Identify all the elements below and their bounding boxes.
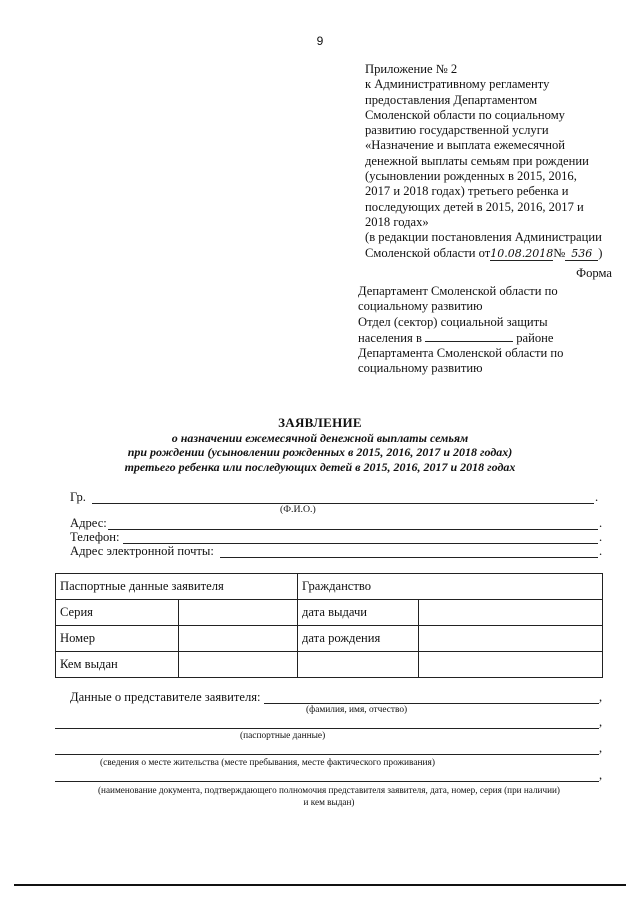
table-header-cell: Гражданство bbox=[298, 574, 603, 600]
table-row bbox=[56, 600, 603, 626]
appendix-line: развитию государственной услуги bbox=[365, 123, 549, 138]
number-mark: № bbox=[553, 245, 566, 260]
table-input-cell[interactable] bbox=[419, 626, 603, 652]
phone-label: Телефон: bbox=[70, 530, 120, 544]
address-field[interactable] bbox=[108, 529, 598, 530]
address-label: Адрес: bbox=[70, 516, 107, 530]
table-cell-label: дата выдачи bbox=[298, 600, 419, 626]
appendix-line: Смоленской области по социальному bbox=[365, 107, 565, 122]
table-cell-label bbox=[298, 652, 419, 678]
comma-mark: , bbox=[599, 741, 603, 755]
authority-caption-line1: (наименование документа, подтверждающего полномочия представителя заявителя, дата, номер, серия (при наличии) bbox=[97, 785, 560, 795]
table-row bbox=[56, 626, 603, 652]
appendix-line: к Административному регламенту bbox=[365, 77, 550, 92]
residence-caption: (сведения о месте жительства (месте пребывания, месте фактического проживания) bbox=[100, 758, 435, 768]
residence-field[interactable] bbox=[55, 754, 599, 755]
district-blank[interactable] bbox=[425, 330, 513, 342]
department-district-line bbox=[358, 330, 563, 346]
application-subtitle-2: при рождении (усыновлении рожденных в 2015, 2016, 2017 и 2018 годах) bbox=[127, 445, 513, 460]
application-subtitle-1: о назначении ежемесячной денежной выплаты семьям bbox=[171, 430, 469, 445]
end-mark: . bbox=[599, 544, 603, 558]
department-line4-prefix: населения в bbox=[358, 330, 422, 345]
gr-label: Гр. bbox=[70, 490, 86, 504]
table-cell-label: Серия bbox=[56, 600, 179, 626]
comma-mark: , bbox=[599, 715, 603, 729]
appendix-line: (в редакции постановления Администрации bbox=[365, 230, 602, 245]
appendix-line: Приложение № 2 bbox=[365, 62, 458, 76]
page-number: 9 bbox=[316, 34, 324, 48]
table-input-cell[interactable] bbox=[179, 600, 298, 626]
application-heading bbox=[0, 416, 640, 474]
department-line: социальному развитию bbox=[358, 299, 483, 314]
table-cell-label: Номер bbox=[56, 626, 179, 652]
passport-data-caption: (паспортные данные) bbox=[240, 731, 326, 741]
handwritten-date: 10.08.2018 bbox=[490, 246, 554, 260]
handwritten-number: 536 bbox=[565, 247, 598, 261]
appendix-line: (усыновлении рожденных в 2015, 2016, bbox=[365, 169, 577, 184]
fio-caption: (Ф.И.О.) bbox=[280, 504, 316, 515]
table-row bbox=[56, 574, 603, 600]
appendix-line: денежной выплаты семьям при рождении bbox=[365, 153, 589, 168]
end-mark: . bbox=[599, 516, 603, 530]
appendix-last-prefix: Смоленской области от bbox=[365, 245, 491, 260]
appendix-line: 2017 и 2018 годах) третьего ребенка и bbox=[365, 184, 569, 199]
department-line: социальному развитию bbox=[358, 361, 483, 376]
department-line: Департамент Смоленской области по bbox=[358, 284, 558, 298]
table-row bbox=[56, 652, 603, 678]
appendix-line: «Назначение и выплата ежемесячной bbox=[365, 138, 565, 153]
appendix-line: последующих детей в 2015, 2016, 2017 и bbox=[365, 199, 584, 214]
appendix-line: предоставления Департаментом bbox=[365, 92, 538, 107]
table-input-cell[interactable] bbox=[179, 652, 298, 678]
table-cell-label: Кем выдан bbox=[56, 652, 179, 678]
department-line: Департамента Смоленской области по bbox=[358, 346, 564, 361]
representative-label: Данные о представителе заявителя: bbox=[70, 690, 261, 704]
appendix-block bbox=[365, 62, 625, 261]
comma-mark: , bbox=[599, 690, 603, 704]
appendix-last-line bbox=[365, 246, 625, 261]
appendix-line: 2018 годах» bbox=[365, 214, 429, 229]
passport-data-field[interactable] bbox=[55, 728, 599, 729]
email-field[interactable] bbox=[220, 557, 598, 558]
application-title: ЗАЯВЛЕНИЕ bbox=[278, 415, 362, 430]
application-subtitle-3: третьего ребенка или последующих детей в 2015, 2016, 2017 и 2018 годах bbox=[124, 459, 516, 474]
table-input-cell[interactable] bbox=[419, 600, 603, 626]
close-paren: ) bbox=[598, 245, 603, 260]
table-cell-label: дата рождения bbox=[298, 626, 419, 652]
authority-document-field[interactable] bbox=[55, 781, 599, 782]
fio-field[interactable] bbox=[92, 503, 594, 504]
end-mark: . bbox=[599, 530, 603, 544]
table-header-cell: Паспортные данные заявителя bbox=[56, 574, 298, 600]
email-label: Адрес электронной почты: bbox=[70, 544, 214, 558]
department-line: Отдел (сектор) социальной защиты bbox=[358, 314, 548, 329]
end-mark: . bbox=[595, 490, 599, 504]
passport-table bbox=[55, 573, 603, 678]
page-bottom-rule bbox=[14, 884, 626, 886]
department-block bbox=[358, 284, 563, 377]
representative-name-caption: (фамилия, имя, отчество) bbox=[306, 705, 408, 715]
representative-name-field[interactable] bbox=[264, 703, 599, 704]
form-label: Форма bbox=[576, 266, 612, 280]
table-input-cell[interactable] bbox=[419, 652, 603, 678]
authority-caption-line2: и кем выдан) bbox=[303, 797, 355, 807]
department-line4-suffix: районе bbox=[516, 330, 554, 345]
comma-mark: , bbox=[599, 768, 603, 782]
table-input-cell[interactable] bbox=[179, 626, 298, 652]
